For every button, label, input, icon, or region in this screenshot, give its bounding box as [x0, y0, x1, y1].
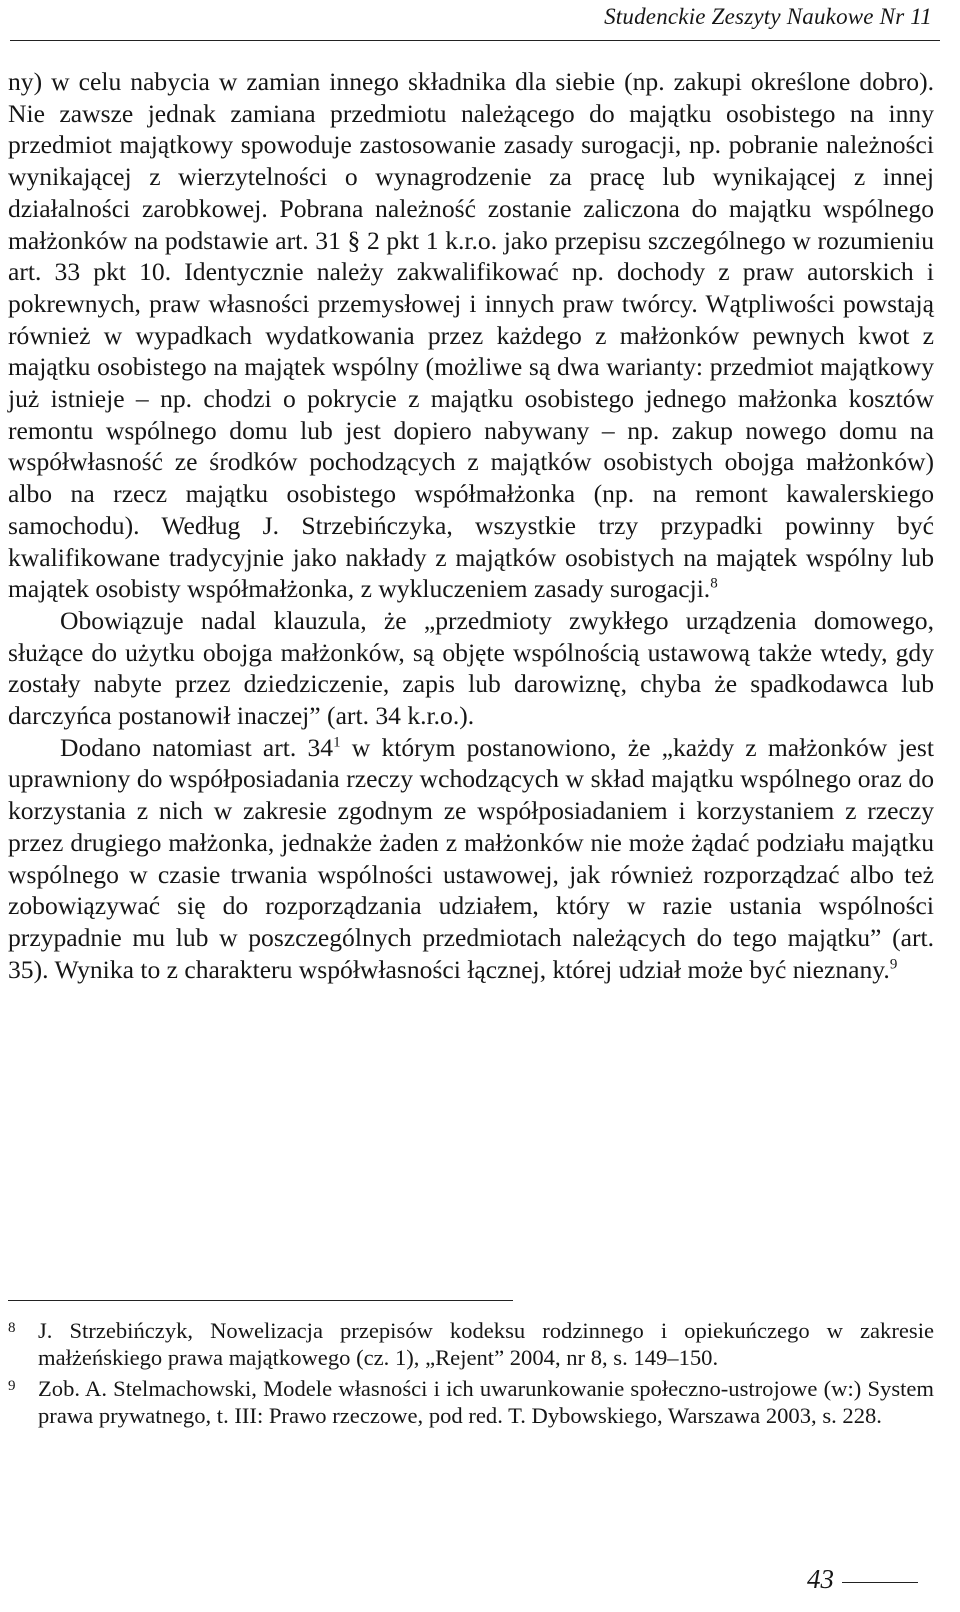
footnote-8	[8, 1318, 934, 1371]
footnote-marker: 9	[8, 1378, 16, 1395]
paragraph	[8, 732, 934, 986]
paragraph-text: w którym postanowiono, że „każdy z małżonków jest uprawniony do współposiadania rzeczy wchodzących w skład majątku wspólnego oraz do korzystania z nich w zakresie zgodnym ze współposiadaniem i korzystaniem z rzeczy przez drugiego małżonka, jednakże żaden z małżonków nie może żądać podziału majątku wspólnego w czasie trwania wspólności ustawowej, jak również rozporządzać albo też zobowiązywać się do rozporządzania udziałem, który w razie ustania wspólności przypadnie mu lub w poszczególnych przedmiotach należących do tego majątku” (art. 35). Wynika to z charakteru współwłasności łącznej, której udział może być nieznany.	[8, 732, 934, 984]
footnote-9	[8, 1376, 934, 1429]
running-head: Studenckie Zeszyty Naukowe Nr 11	[604, 4, 932, 29]
page-number-rule	[842, 1582, 918, 1583]
footnote-text: J. Strzebińczyk, Nowelizacja przepisów kodeksu rodzinnego i opiekuńczego w zakresie małżeńskiego prawa majątkowego (cz. 1), „Rejent” 2004, nr 8, s. 149–150.	[38, 1318, 934, 1370]
page-number	[807, 1564, 918, 1595]
footnote-text: Zob. A. Stelmachowski, Modele własności i ich uwarunkowanie społeczno-ustrojowe (w:) System prawa prywatnego, t. III: Prawo rzeczowe, pod red. T. Dybowskiego, Warszawa 2003, s. 228.	[38, 1376, 934, 1428]
page-number-text: 43	[807, 1564, 834, 1594]
footnote-marker: 8	[8, 1320, 16, 1336]
footnotes	[8, 1318, 934, 1434]
body-text	[8, 66, 934, 985]
paragraph-text: ny) w celu nabycia w zamian innego składnika dla siebie (np. zakupi określone dobro). Nie zawsze jednak zamiana przedmiotu należącego do majątku osobistego na inny przedmiot majątkowy spowoduje zastosowanie zasady surogacji, np. pobranie należności wynikającej z wierzytelności o wynagrodzenie za pracę lub wynikającej z innej działalności zarobkowej. Pobrana należność zostanie zaliczona do majątku wspólnego małżonków na podstawie art. 31 § 2 pkt 1 k.r.o. jako przepisu szczególnego w rozumieniu art. 33 pkt 10. Identycznie należy zakwalifikować np. dochody z praw autorskich i pokrewnych, praw własności przemysłowej i innych praw twórcy. Wątpliwości powstają również w wypadkach wydatkowania przez każdego z małżonków pewnych kwot z majątku osobistego na majątek wspólny (możliwe są dwa warianty: przedmiot majątkowy już istnieje – np. chodzi o pokrycie z majątku osobistego jednego małżonka kosztów remontu wspólnego domu lub jest dopiero nabywany – np. zakup nowego domu na współwłasność ze środków pochodzących z majątków osobistych obojga małżonków) albo na rzecz majątku osobistego współmałżonka (np. na remont kawalerskiego samochodu). Według J. Strzebińczyka, wszystkie trzy przypadki powinny być kwalifikowane tradycyjnie jako nakłady z majątków osobistych na majątek wspólny lub majątek osobisty współmałżonka, z wykluczeniem zasady surogacji.	[8, 67, 934, 604]
paragraph	[8, 66, 934, 605]
article-superscript: 1	[333, 734, 341, 751]
paragraph-text: Obowiązuje nadal klauzula, że „przedmioty zwykłego urządzenia domowego, służące do użytku obojga małżonków, są objęte wspólnością ustawową także wtedy, gdy zostały nabyte przez dziedziczenie, zapis lub darowiznę, chyba że spadkodawca lub darczyńca postanowił inaczej” (art. 34 k.r.o.).	[8, 605, 934, 731]
header-rule	[10, 40, 940, 41]
paragraph	[8, 605, 934, 732]
footnote-ref-8[interactable]: 8	[710, 575, 718, 592]
footnote-ref-9[interactable]: 9	[889, 956, 898, 973]
paragraph-text: Dodano natomiast art. 34	[60, 732, 334, 762]
footnote-separator	[8, 1300, 513, 1301]
